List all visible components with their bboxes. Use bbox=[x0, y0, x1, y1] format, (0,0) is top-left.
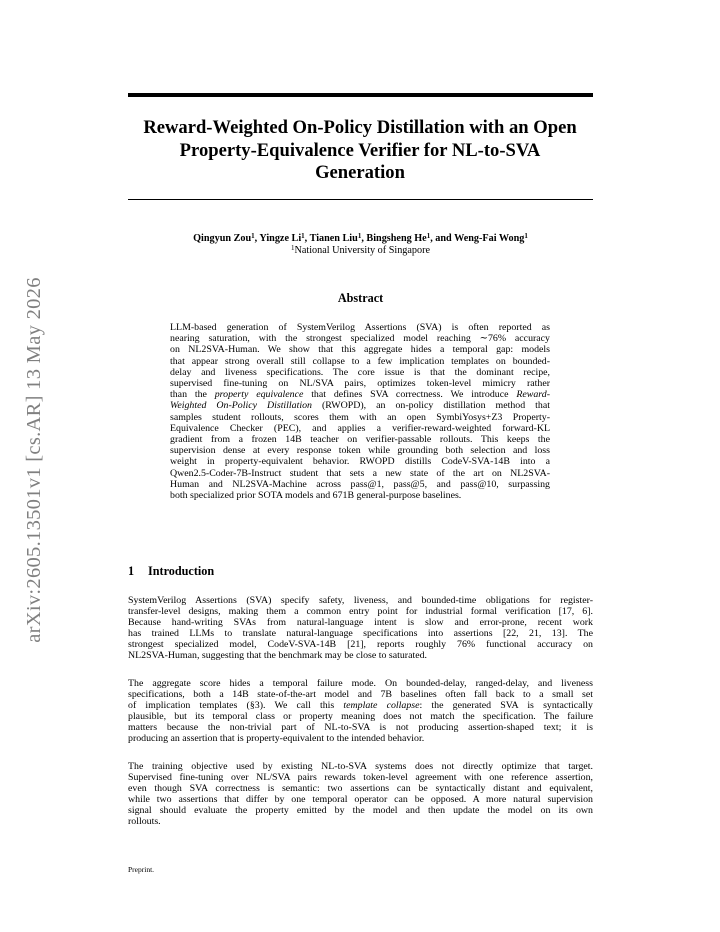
text-line: delay and liveness specifications. The core issue is that the dominant recipe, bbox=[170, 366, 550, 378]
text-line: has trained LLMs to translate natural-language specifications into assertions [22, 21, 13]. The bbox=[128, 627, 593, 639]
affiliation-mark: 1 bbox=[290, 244, 295, 252]
author-name: Tianen Liu bbox=[309, 233, 358, 244]
title-line: Property-Equivalence Verifier for NL-to-SVA bbox=[179, 139, 541, 161]
title-top-rule bbox=[128, 93, 593, 97]
text-line: supervised fine-tuning on NL/SVA pairs, optimizes token-level mimicry rather bbox=[170, 378, 550, 390]
text-line: specifications, both a 14B state-of-the-art model and 7B baselines often fall back to a small set bbox=[128, 688, 593, 700]
author-list bbox=[128, 233, 593, 245]
author-affiliation-mark: 1 bbox=[301, 232, 305, 240]
title-line: Reward-Weighted On-Policy Distillation with an Open bbox=[143, 117, 577, 138]
text-line: on NL2SVA-Human. We show that this aggregate hides a temporal gap: models bbox=[170, 344, 550, 356]
abstract-text bbox=[170, 322, 550, 501]
text-line: while two assertions that differ by one temporal operator can be opposed. A more natural supervision bbox=[128, 793, 593, 805]
arxiv-identifier-stamp: arXiv:2605.13501v1 [cs.AR] 13 May 2026 bbox=[23, 277, 45, 643]
paper-title bbox=[110, 117, 610, 185]
author-affiliation-mark: 1 bbox=[251, 232, 255, 240]
emphasis: property equivalence bbox=[214, 389, 304, 401]
author-name: Qingyun Zou bbox=[193, 233, 252, 244]
text-line: both specialized prior SOTA models and 671B general-purpose baselines. bbox=[170, 490, 462, 502]
text-line: of implication templates (§3). We call this template collapse: the generated SVA is syntactically bbox=[128, 699, 593, 711]
text-line: The aggregate score hides a temporal failure mode. On bounded-delay, ranged-delay, and liveness bbox=[128, 678, 593, 689]
text-line: Weighted On-Policy Distillation (RWOPD), an on-policy distillation method that bbox=[170, 400, 550, 412]
text-line: that appear strong overall still collapse to a few implication templates on bounded- bbox=[170, 355, 550, 367]
text-line: The training objective used by existing NL-to-SVA systems does not directly optimize that target. bbox=[128, 761, 593, 772]
title-line: Generation bbox=[315, 162, 405, 183]
text-line: Qwen2.5-Coder-7B-Instruct student that sets a new state of the art on NL2SVA- bbox=[170, 467, 550, 479]
title-bottom-rule bbox=[128, 199, 593, 200]
author-name: Bingsheng He bbox=[366, 233, 427, 244]
abstract-heading: Abstract bbox=[337, 291, 384, 305]
author-affiliation-mark: 1 bbox=[357, 232, 362, 240]
author-affiliation-mark: 1 bbox=[426, 232, 431, 240]
text-line: even though SVA correctness is semantic: two assertions can be syntactically distant and equivalent, bbox=[128, 782, 593, 794]
author-separator: , bbox=[254, 233, 260, 244]
author-separator: , bbox=[361, 233, 367, 244]
text-line: producing an assertion that is property-equivalent to the intended behavior. bbox=[128, 732, 425, 744]
author-name: Weng-Fai Wong bbox=[454, 233, 525, 244]
affiliation-name: National University of Singapore bbox=[294, 245, 431, 256]
affiliation bbox=[128, 245, 593, 257]
intro-paragraph-1 bbox=[128, 596, 593, 661]
text-line: gradient from a frozen 14B teacher on verifier-passable rollouts. This keeps the bbox=[170, 434, 550, 446]
text-line: plausible, but its temporal class or property meaning does not match the specification. The failure bbox=[128, 710, 593, 722]
text-line: signal should evaluate the property emitted by the model and then update the model on its own bbox=[128, 804, 593, 816]
intro-paragraph-3 bbox=[128, 762, 593, 827]
author-affiliation-mark: 1 bbox=[524, 232, 528, 240]
intro-paragraph-2 bbox=[128, 679, 593, 744]
section-heading-introduction bbox=[128, 564, 593, 579]
text-line: than the property equivalence that defines SVA correctness. We introduce Reward- bbox=[170, 389, 550, 401]
text-line: strongest specialized model, CodeV-SVA-14B [21], reports roughly 76% functional accuracy on bbox=[128, 638, 593, 650]
author-separator: , and bbox=[430, 233, 455, 244]
text-line: samples student rollouts, scores them with an open SymbiYosys+Z3 Property- bbox=[170, 411, 550, 423]
text-line: Supervised fine-tuning over NL/SVA pairs rewards token-level agreement with one reference assertion, bbox=[128, 771, 593, 783]
text-line: Because hand-writing SVAs from natural-language intent is slow and error-prone, recent work bbox=[128, 616, 593, 628]
text-line: supervision dense at every response token while grounding both selection and loss bbox=[170, 445, 550, 457]
text-line: LLM-based generation of SystemVerilog Assertions (SVA) is often reported as bbox=[170, 322, 550, 333]
author-name: Yingze Li bbox=[259, 233, 302, 244]
preprint-footer: Preprint. bbox=[128, 865, 155, 874]
text-line: rollouts. bbox=[128, 815, 161, 827]
text-line: matters because the non-trivial part of NL-to-SVA is not producing assertion-shaped text; it is bbox=[128, 721, 593, 733]
author-separator: , bbox=[304, 233, 310, 244]
text-line: transfer-level designs, making them a common entry point for industrial formal verification [17, 6]. bbox=[128, 605, 593, 617]
section-title: Introduction bbox=[148, 564, 215, 578]
emphasis: template collapse bbox=[343, 699, 420, 711]
text-line: Equivalence Checker (PEC), and applies a verifier-reward-weighted forward-KL bbox=[170, 422, 550, 434]
text-line: Human and NL2SVA-Machine across pass@1, pass@5, and pass@10, surpassing bbox=[170, 478, 550, 490]
section-number: 1 bbox=[128, 564, 135, 578]
text-line: SystemVerilog Assertions (SVA) specify safety, liveness, and bounded-time obligations for register- bbox=[128, 595, 593, 606]
emphasis: Weighted On-Policy Distillation bbox=[170, 400, 312, 412]
text-line: weight in property-equivalent behavior. RWOPD distills CodeV-SVA-14B into a bbox=[170, 456, 550, 468]
text-line: nearing saturation, with the strongest specialized model reaching ∼76% accuracy bbox=[170, 333, 550, 345]
emphasis: Reward- bbox=[516, 389, 550, 401]
text-line: NL2SVA-Human, suggesting that the benchmark may be close to saturated. bbox=[128, 649, 428, 661]
